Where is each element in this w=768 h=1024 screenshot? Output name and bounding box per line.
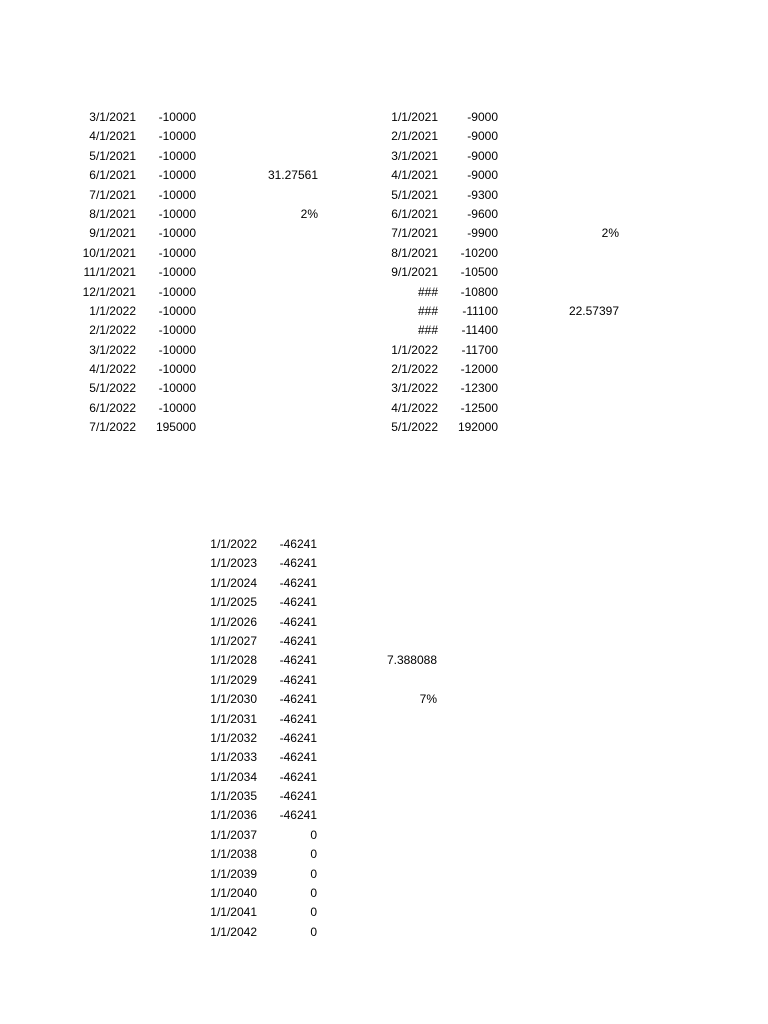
date-cell[interactable]: 4/1/2021	[391, 168, 438, 183]
date-cell[interactable]: 9/1/2021	[89, 226, 136, 241]
amount-cell[interactable]: -46241	[279, 769, 317, 784]
amount-cell[interactable]: -46241	[279, 730, 317, 745]
date-cell[interactable]: 1/1/2035	[210, 789, 257, 804]
amount-cell[interactable]: -10000	[158, 303, 196, 318]
amount-cell[interactable]: 0	[310, 905, 317, 920]
date-cell[interactable]: 5/1/2021	[89, 148, 136, 163]
amount-cell[interactable]: -11700	[461, 342, 498, 357]
date-cell[interactable]: 7/1/2021	[391, 226, 438, 241]
amount-cell[interactable]: 0	[310, 886, 317, 901]
date-cell[interactable]: 1/1/2026	[210, 614, 257, 629]
amount-cell[interactable]: -10800	[460, 284, 498, 299]
amount-cell[interactable]: -46241	[279, 692, 317, 707]
result-value-1[interactable]: 31.27561	[267, 168, 318, 183]
date-cell[interactable]: 1/1/2042	[210, 924, 257, 939]
date-cell[interactable]: 1/1/2039	[210, 866, 257, 881]
date-cell[interactable]: 6/1/2021	[391, 206, 438, 221]
date-cell[interactable]: 1/1/2033	[210, 750, 257, 765]
date-cell[interactable]: 2/1/2022	[89, 323, 136, 338]
date-cell[interactable]: 3/1/2022	[391, 381, 438, 396]
amount-cell[interactable]: -46241	[279, 672, 317, 687]
amount-cell[interactable]: -10000	[158, 400, 196, 415]
rate-value-2[interactable]: 2%	[601, 226, 619, 241]
date-cell[interactable]: 1/1/2024	[210, 575, 257, 590]
amount-cell[interactable]: -10000	[158, 129, 196, 144]
date-cell[interactable]: 4/1/2022	[391, 400, 438, 415]
amount-cell[interactable]: -10000	[158, 187, 196, 202]
amount-cell[interactable]: -9000	[467, 129, 498, 144]
amount-cell[interactable]: -10000	[158, 362, 196, 377]
amount-cell[interactable]: -10000	[158, 206, 196, 221]
date-cell[interactable]: ###	[417, 323, 438, 338]
date-cell[interactable]: 10/1/2021	[82, 245, 136, 260]
date-cell[interactable]: 9/1/2021	[391, 265, 438, 280]
amount-cell[interactable]: -10000	[158, 168, 196, 183]
date-cell[interactable]: 12/1/2021	[82, 284, 136, 299]
amount-cell[interactable]: -10000	[158, 381, 196, 396]
amount-cell[interactable]: -10000	[158, 110, 196, 124]
date-cell[interactable]: 11/1/2021	[83, 265, 136, 280]
amount-cell[interactable]: -12500	[460, 400, 498, 415]
amount-cell[interactable]: 195000	[155, 420, 196, 435]
amount-cell[interactable]: -46241	[279, 633, 317, 648]
amount-cell[interactable]: -9900	[467, 226, 498, 241]
amount-cell[interactable]: -46241	[279, 575, 317, 590]
amount-cell[interactable]: -46241	[279, 789, 317, 804]
amount-cell[interactable]: -9000	[467, 110, 498, 124]
date-cell[interactable]: 4/1/2022	[89, 362, 136, 377]
amount-cell[interactable]: -10500	[460, 265, 498, 280]
amount-cell[interactable]: 0	[310, 866, 317, 881]
date-cell[interactable]: 1/1/2040	[210, 886, 257, 901]
amount-cell[interactable]: -9300	[467, 187, 498, 202]
amount-cell[interactable]: -10000	[158, 245, 196, 260]
date-cell[interactable]: 1/1/2031	[210, 711, 257, 726]
date-cell[interactable]: 1/1/2030	[210, 692, 257, 707]
amount-cell[interactable]: -9000	[467, 168, 498, 183]
date-cell[interactable]: 1/1/2038	[210, 847, 257, 862]
date-cell[interactable]: 3/1/2021	[391, 148, 438, 163]
result-value-3[interactable]: 7.388088	[386, 653, 437, 668]
amount-cell[interactable]: -11100	[462, 303, 498, 318]
date-cell[interactable]: 1/1/2036	[210, 808, 257, 823]
amount-cell[interactable]: -12300	[460, 381, 498, 396]
amount-cell[interactable]: 0	[310, 827, 317, 842]
date-cell[interactable]: 4/1/2021	[89, 129, 136, 144]
date-cell[interactable]: 6/1/2021	[89, 168, 136, 183]
amount-cell[interactable]: 192000	[457, 420, 498, 435]
date-cell[interactable]: 2/1/2021	[391, 129, 438, 144]
date-cell[interactable]: 3/1/2022	[89, 342, 136, 357]
amount-cell[interactable]: -10000	[158, 284, 196, 299]
amount-cell[interactable]: -9000	[467, 148, 498, 163]
amount-cell[interactable]: 0	[310, 924, 317, 939]
amount-cell[interactable]: -46241	[279, 711, 317, 726]
date-cell[interactable]: 1/1/2029	[210, 672, 257, 687]
date-cell[interactable]: 1/1/2028	[210, 653, 257, 668]
date-cell[interactable]: 7/1/2022	[89, 420, 136, 435]
date-cell[interactable]: 5/1/2022	[391, 420, 438, 435]
date-cell[interactable]: 7/1/2021	[89, 187, 136, 202]
amount-cell[interactable]: -9600	[467, 206, 498, 221]
rate-value-1[interactable]: 2%	[300, 207, 318, 221]
amount-cell[interactable]: -10000	[158, 148, 196, 163]
date-cell[interactable]: 5/1/2022	[89, 381, 136, 396]
amount-cell[interactable]: -46241	[279, 537, 317, 551]
date-cell[interactable]: ###	[417, 284, 438, 299]
amount-cell[interactable]: -46241	[279, 595, 317, 610]
date-cell[interactable]: 1/1/2023	[210, 556, 257, 571]
amount-cell[interactable]: -11400	[461, 323, 498, 338]
date-cell[interactable]: 1/1/2021	[391, 110, 438, 124]
date-cell[interactable]: 1/1/2022	[391, 342, 438, 357]
date-cell[interactable]: 1/1/2037	[210, 827, 257, 842]
date-cell[interactable]: 1/1/2034	[210, 769, 257, 784]
amount-cell[interactable]: -46241	[279, 556, 317, 571]
date-cell[interactable]: 1/1/2032	[210, 730, 257, 745]
date-cell[interactable]: 1/1/2027	[210, 633, 257, 648]
amount-cell[interactable]: -46241	[279, 808, 317, 823]
amount-cell[interactable]: -10000	[158, 226, 196, 241]
date-cell[interactable]: 8/1/2021	[89, 206, 136, 221]
amount-cell[interactable]: -46241	[279, 750, 317, 765]
amount-cell[interactable]: -10000	[158, 265, 196, 280]
date-cell[interactable]: 1/1/2025	[210, 595, 257, 610]
result-value-2[interactable]: 22.57397	[568, 304, 619, 318]
date-cell[interactable]: 3/1/2021	[89, 110, 136, 124]
date-cell[interactable]: 1/1/2041	[210, 905, 257, 920]
date-cell[interactable]: 2/1/2022	[391, 362, 438, 377]
amount-cell[interactable]: -10000	[158, 323, 196, 338]
date-cell[interactable]: 1/1/2022	[89, 303, 136, 318]
date-cell[interactable]: 8/1/2021	[391, 245, 438, 260]
date-cell[interactable]: 1/1/2022	[210, 537, 257, 551]
amount-cell[interactable]: -10000	[158, 342, 196, 357]
amount-cell[interactable]: -10200	[460, 245, 498, 260]
amount-cell[interactable]: -46241	[279, 614, 317, 629]
amount-cell[interactable]: -46241	[279, 653, 317, 668]
date-cell[interactable]: 6/1/2022	[89, 400, 136, 415]
amount-cell[interactable]: -12000	[460, 362, 498, 377]
amount-cell[interactable]: 0	[310, 847, 317, 862]
date-cell[interactable]: ###	[417, 303, 438, 318]
rate-value-3[interactable]: 7%	[419, 692, 437, 707]
date-cell[interactable]: 5/1/2021	[391, 187, 438, 202]
